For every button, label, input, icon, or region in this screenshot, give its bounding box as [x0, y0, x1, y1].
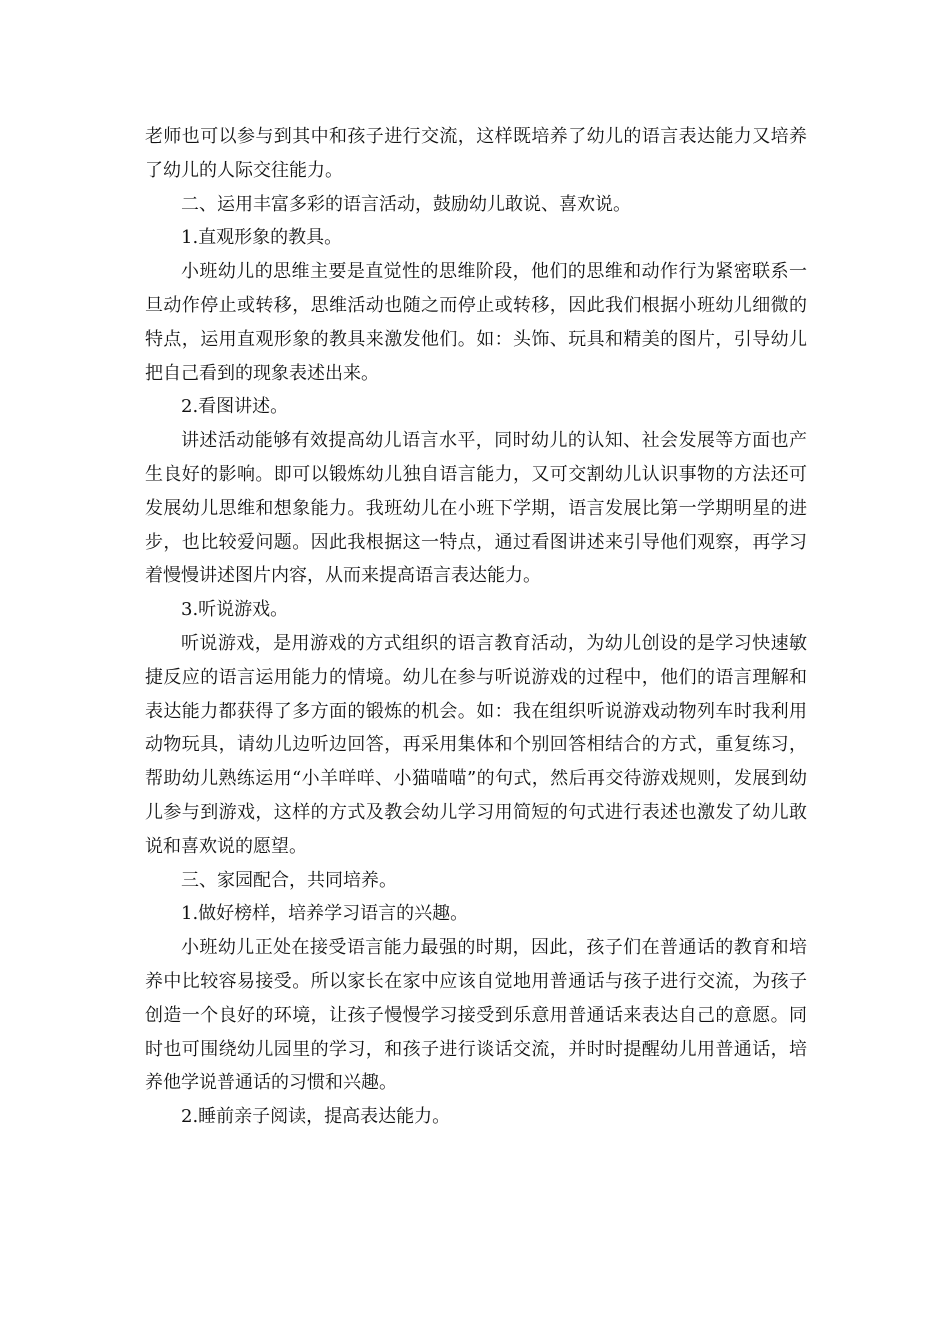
document-page: [145, 120, 807, 1134]
section-heading-2: 二、运用丰富多彩的语言活动，鼓励幼儿敢说、喜欢说。: [181, 193, 631, 215]
paragraph-continuation: 老师也可以参与到其中和孩子进行交流，这样既培养了幼儿的语言表达能力又培养了幼儿的人际交往能力。: [145, 126, 807, 181]
subheading-3-1: 1.做好榜样，培养学习语言的兴趣。: [181, 903, 469, 925]
paragraph-listening-games: 听说游戏，是用游戏的方式组织的语言教育活动，为幼儿创设的是学习快速敏捷反应的语言运用能力的情境。幼儿在参与听说游戏的过程中，他们的语言理解和表达能力都获得了多方面的锻炼的机会。如：我在组织听说游戏动物列车时我利用动物玩具，请幼儿边听边回答，再采用集体和个别回答相结合的方式，重复练习，帮助幼儿熟练运用“小羊咩咩、小猫喵喵”的句式，然后再交待游戏规则，发展到幼儿参与到游戏，这样的方式及教会幼儿学习用简短的句式进行表述也激发了幼儿敢说和喜欢说的愿望。: [145, 632, 807, 857]
paragraph-picture-talk: 讲述活动能够有效提高幼儿语言水平，同时幼儿的认知、社会发展等方面也产生良好的影响。即可以锻炼幼儿独自语言能力，又可交割幼儿认识事物的方法还可发展幼儿思维和想象能力。我班幼儿在小班下学期，语言发展比第一学期明星的进步，也比较爱问题。因此我根据这一特点，通过看图讲述来引导他们观察，再学习着慢慢讲述图片内容，从而来提高语言表达能力。: [145, 430, 807, 587]
subheading-3-2: 2.睡前亲子阅读，提高表达能力。: [181, 1106, 451, 1128]
subheading-2-1: 1.直观形象的教具。: [181, 227, 343, 249]
paragraph-visual-aids: 小班幼儿的思维主要是直觉性的思维阶段，他们的思维和动作行为紧密联系一旦动作停止或转移，思维活动也随之而停止或转移，因此我们根据小班幼儿细微的特点，运用直观形象的教具来激发他们。如：头饰、玩具和精美的图片，引导幼儿把自己看到的现象表述出来。: [145, 261, 807, 384]
subheading-2-2: 2.看图讲述。: [181, 396, 289, 418]
paragraph-role-model: 小班幼儿正处在接受语言能力最强的时期，因此，孩子们在普通话的教育和培养中比较容易接受。所以家长在家中应该自觉地用普通话与孩子进行交流，为孩子创造一个良好的环境，让孩子慢慢学习接受到乐意用普通话来表达自己的意愿。同时也可围绕幼儿园里的学习，和孩子进行谈话交流，并时时提醒幼儿用普通话，培养他学说普通话的习惯和兴趣。: [145, 937, 807, 1094]
subheading-2-3: 3.听说游戏。: [181, 599, 289, 621]
section-heading-3: 三、家园配合，共同培养。: [181, 869, 397, 891]
